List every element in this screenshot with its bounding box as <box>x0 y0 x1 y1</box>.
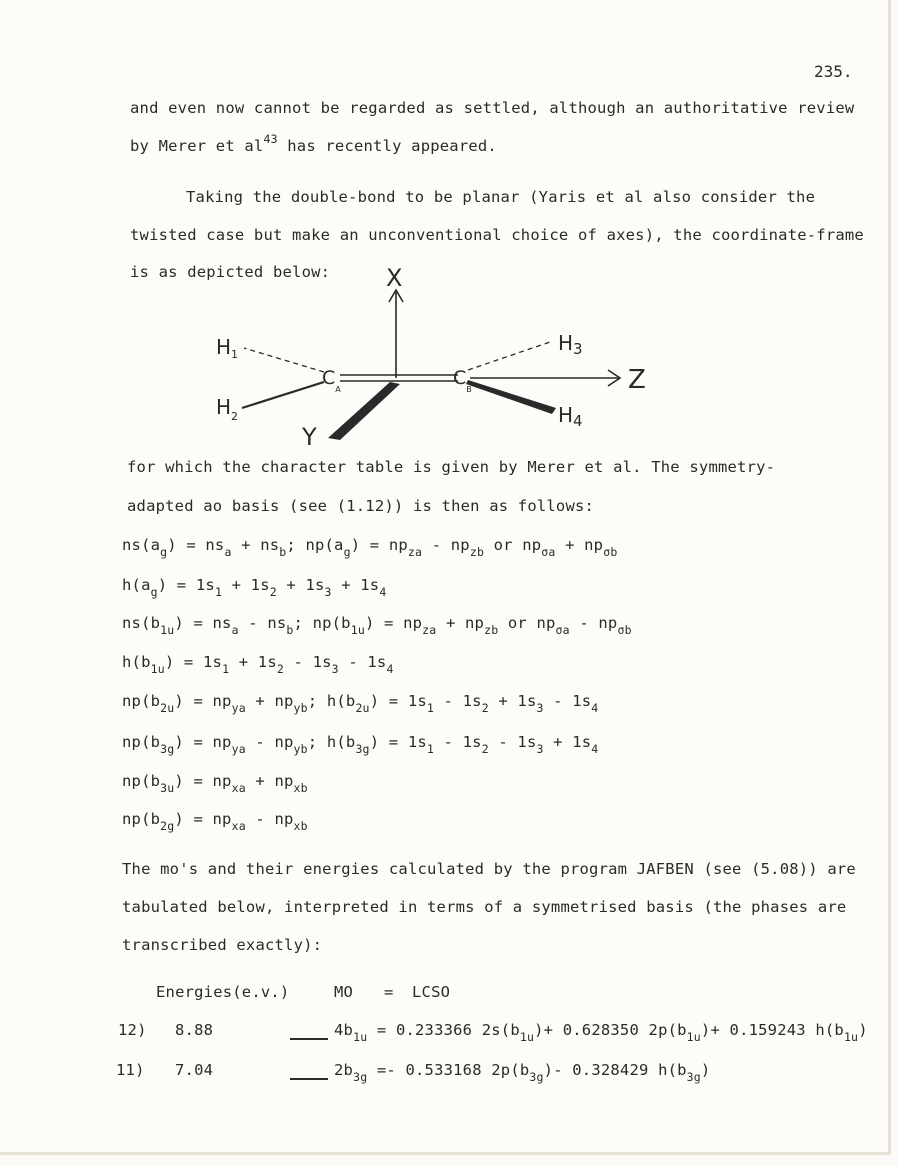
row-12-leader <box>290 1038 328 1040</box>
intro-line-2-end: has recently appeared. <box>287 137 497 155</box>
equation-b2g: $np(b_{2g}) = np_{xa} - np_{xb}$ <box>122 810 308 833</box>
equation-ns-np-b1u: $ns(b_{1u}) = ns_a - ns_b$; $np(b_{1u}) = np_{za} + np_{zb}$ or $np_{\sigma a} - np_{\sigma b}$ <box>122 614 632 637</box>
closing-line-2: tabulated below, interpreted in terms of a symmetrised basis (the phases are <box>122 898 847 916</box>
row-12-expression: $4b_{1u} = 0.233366$ $2s(b_{1u})+ 0.628350$ $2p(b_{1u})+ 0.159243$ $h(b_{1u})$ <box>334 1021 868 1044</box>
intro-line-3: Taking the double-bond to be planar (Yaris et al also consider the <box>186 188 816 206</box>
header-energies: Energies(e.v.) <box>156 983 290 1001</box>
bond-cb-h4 <box>466 380 556 414</box>
header-lcso: LCSO <box>412 983 451 1001</box>
equation-b3g: $np(b_{3g}) = np_{ya} - np_{yb}$; $h(b_{3g}) = 1s_1 - 1s_2 - 1s_3 + 1s_4$ <box>122 733 599 756</box>
mid-line-2: adapted ao basis (see (1.12)) is then as follows: <box>127 497 595 515</box>
closing-line-3: transcribed exactly): <box>122 936 323 954</box>
carbon-a-label: $C_A$ <box>322 367 341 394</box>
reference-43: 43 <box>263 132 278 146</box>
row-12-number: 12) <box>118 1021 147 1039</box>
equation-h-b1u: $h(b_{1u}) = 1s_1 + 1s_2 - 1s_3 - 1s_4$ <box>122 653 394 676</box>
mid-line-1: for which the character table is given by Merer et al. The symmetry- <box>127 458 776 476</box>
bond-ca-h2 <box>242 382 324 408</box>
header-mo: MO <box>334 983 354 1001</box>
intro-line-4: twisted case but make an unconventional choice of axes), the coordinate-frame <box>130 226 864 244</box>
row-11-leader <box>290 1078 328 1080</box>
x-axis-label: X <box>386 264 403 292</box>
row-11-energy: 7.04 <box>175 1061 214 1079</box>
bond-ca-h1 <box>244 348 324 372</box>
z-axis-label: Z <box>628 365 646 395</box>
h4-label: $H_4$ <box>558 403 583 430</box>
bond-cb-h3 <box>468 342 550 370</box>
intro-line-2 <box>130 132 497 155</box>
h3-label: $H_3$ <box>558 331 583 358</box>
intro-line-1: and even now cannot be regarded as settled, although an authoritative review <box>130 99 855 117</box>
row-11-coef-2: 0.328429 <box>572 1061 649 1079</box>
equation-b2u: $np(b_{2u}) = np_{ya} + np_{yb}$; $h(b_{2u}) = 1s_1 - 1s_2 + 1s_3 - 1s_4$ <box>122 692 599 715</box>
row-11-expression: $2b_{3g} =- 0.533168$ $2p(b_{3g})-$ 0.328429 $h(b_{3g})$ <box>334 1061 711 1084</box>
row-11-number: 11) <box>116 1061 145 1079</box>
equation-b3u: $np(b_{3u}) = np_{xa} + np_{xb}$ <box>122 772 308 795</box>
header-equals: = <box>384 983 394 1001</box>
h2-label: $H_2$ <box>216 395 239 423</box>
row-12-energy: 8.88 <box>175 1021 214 1039</box>
row-12-coef-1: 0.233366 <box>395 1021 473 1039</box>
closing-line-1: The mo's and their energies calculated by the program JAFBEN (see (5.08)) are <box>122 860 856 878</box>
row-12-coef-2: 0.628350 <box>562 1021 639 1039</box>
page-number: 235. <box>814 62 853 81</box>
row-11-coef-1: 0.533168 <box>405 1061 482 1079</box>
coordinate-frame-diagram <box>200 262 660 452</box>
y-axis-label: Y <box>302 423 317 451</box>
equation-ns-np-ag: $ns(a_g) = ns_a + ns_b$; $np(a_g) = np_{za} - np_{zb}$ or $np_{\sigma a} + np_{\sigma b}$ <box>122 536 618 559</box>
carbon-b-label: $C_B$ <box>453 367 472 394</box>
equation-h-ag: $h(a_g) = 1s_1 + 1s_2 + 1s_3 + 1s_4$ <box>122 576 387 599</box>
intro-line-2-text: by Merer et al <box>130 137 264 155</box>
intro-line-5: is as depicted below: <box>130 263 331 281</box>
row-12-coef-3: 0.159243 <box>729 1021 806 1039</box>
h1-label: $H_1$ <box>216 335 239 361</box>
